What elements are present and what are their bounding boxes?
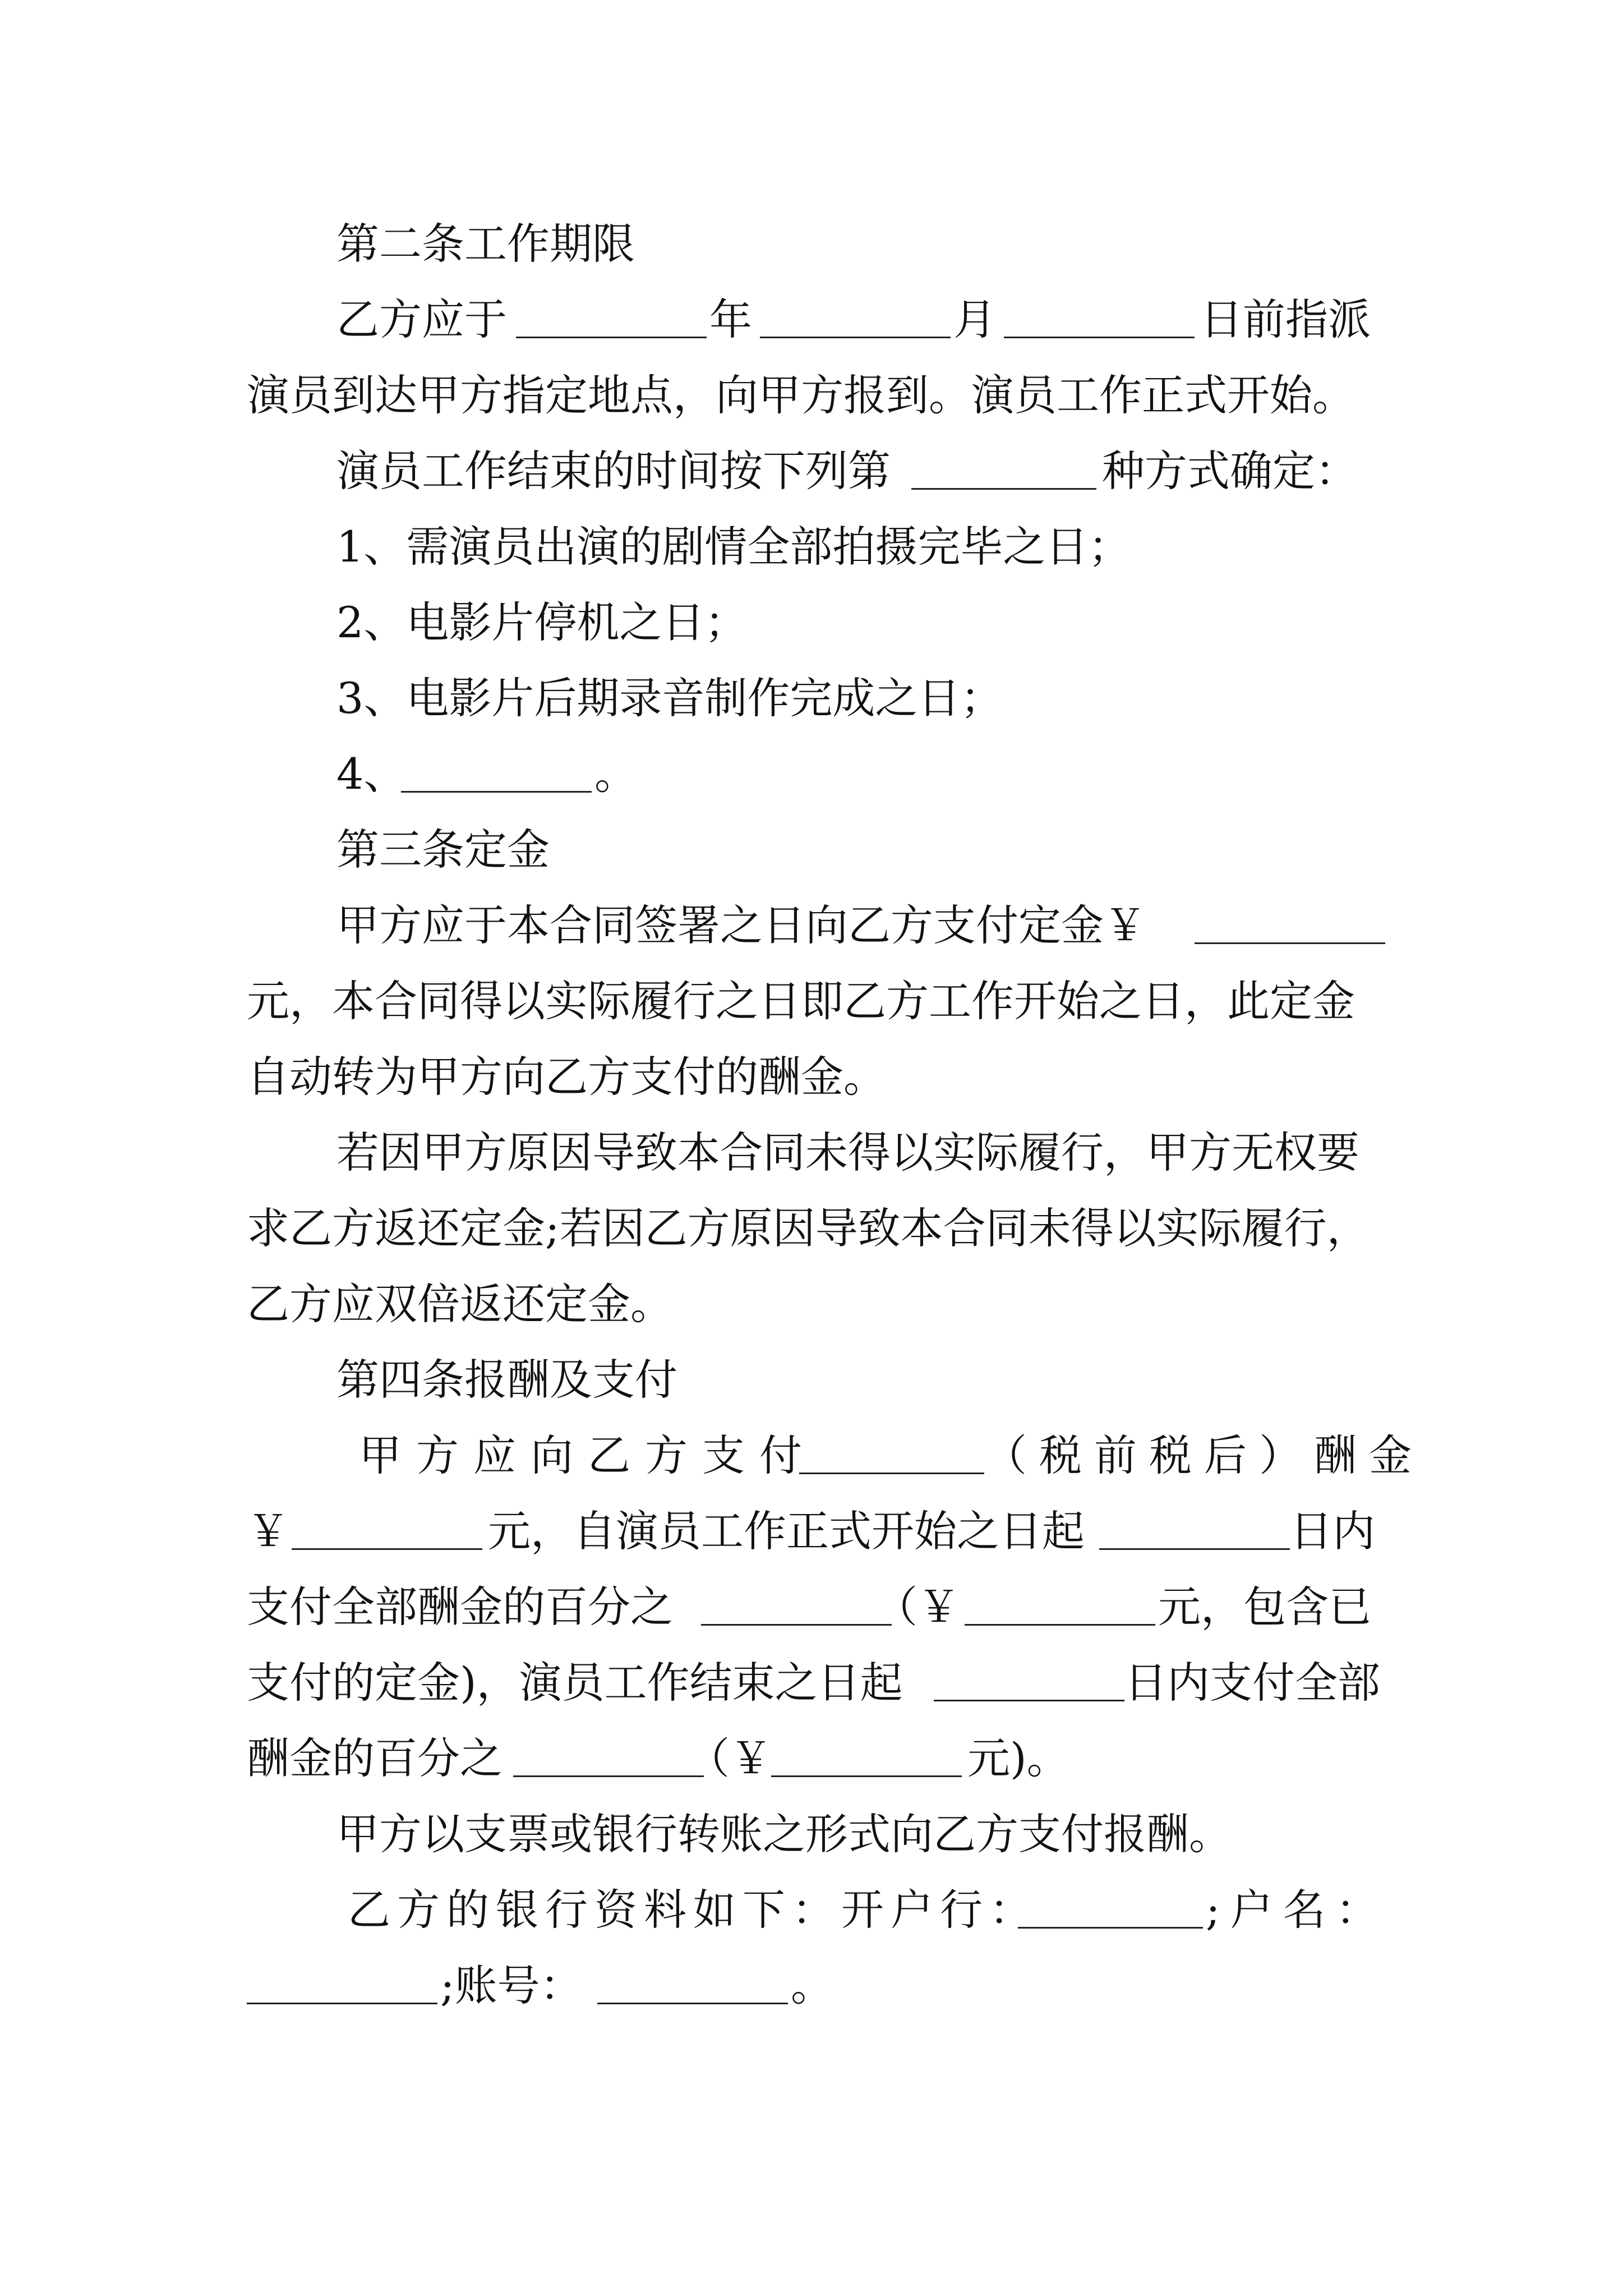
paragraph-line [0, 438, 1623, 505]
fill-in-blank-first-payment-days[interactable] [1099, 1548, 1290, 1550]
paragraph-line [0, 1801, 1623, 1868]
text-segment: 日前指派 [1200, 295, 1371, 344]
heading-text: 第三条定金 [336, 825, 550, 875]
text-segment: 月 [953, 295, 996, 344]
fill-in-blank-first-percentage[interactable] [701, 1624, 892, 1626]
text-segment: 。 [791, 1961, 833, 2010]
list-item [0, 513, 1623, 581]
text-segment: 乙方应双倍返还定金。 [247, 1279, 673, 1329]
paragraph-line [0, 1573, 1623, 1641]
text-segment: 乙方应于 [336, 295, 507, 344]
text-segment: 演员工作结束的时间按下列第 [336, 446, 891, 496]
list-item-text: 2、电影片停机之日； [336, 597, 748, 647]
text-segment: 演员到达甲方指定地点，向甲方报到。演员工作正式开始。 [247, 370, 1355, 420]
paragraph-line [0, 1271, 1623, 1338]
text-segment: （￥ [687, 1733, 772, 1783]
fill-in-blank-day[interactable] [1004, 337, 1195, 338]
fill-in-blank-method-number[interactable] [911, 488, 1096, 490]
paragraph-line [0, 1119, 1623, 1186]
text-segment: （税前税后）酬金 [984, 1430, 1424, 1480]
paragraph-line [0, 286, 1623, 353]
paragraph-line [0, 1498, 1623, 1565]
fill-in-blank-final-percentage[interactable] [513, 1775, 704, 1777]
text-segment: 日内支付全部 [1124, 1658, 1380, 1708]
list-item-text: 1、需演员出演的剧情全部拍摄完毕之日； [336, 522, 1131, 572]
text-segment: ￥ [247, 1506, 289, 1556]
text-segment: ;账号： [440, 1961, 583, 2010]
text-segment: 甲方应于本合同签署之日向乙方支付定金￥ [336, 900, 1146, 950]
list-item [0, 665, 1623, 732]
text-segment: 支付的定金)，演员工作结束之日起 [247, 1658, 903, 1708]
paragraph-line [0, 1876, 1623, 1944]
text-segment: 酬金的百分之 [247, 1733, 502, 1783]
fill-in-blank-first-amount[interactable] [965, 1624, 1155, 1626]
paragraph-line [0, 1725, 1623, 1792]
text-segment: 日内 [1290, 1506, 1375, 1556]
paragraph-line [0, 1043, 1623, 1111]
fill-in-blank-bank-name[interactable] [1018, 1927, 1203, 1929]
paragraph-line [0, 968, 1623, 1035]
section-heading-deposit [0, 816, 1623, 884]
text-segment: 元，本合同得以实际履行之日即乙方工作开始之日，此定金 [247, 976, 1355, 1026]
fill-in-blank-final-payment-days[interactable] [934, 1700, 1124, 1701]
fill-in-blank-account-name[interactable] [247, 2003, 437, 2004]
text-segment: 元，包含已 [1158, 1582, 1371, 1632]
text-segment: 乙方的银行资料如下：开户行： [348, 1885, 1039, 1935]
text-segment: （￥ [875, 1582, 960, 1632]
fill-in-blank-year[interactable] [516, 337, 707, 338]
list-item [0, 589, 1623, 656]
paragraph-line [0, 1422, 1623, 1489]
fill-in-blank-month[interactable] [760, 337, 951, 338]
text-segment: 求乙方返还定金;若因乙方原因导致本合同未得以实际履行， [247, 1203, 1370, 1253]
paragraph-line [0, 362, 1623, 429]
text-segment: ;户名： [1206, 1885, 1389, 1935]
text-segment: 自动转为甲方向乙方支付的酬金。 [247, 1052, 886, 1102]
paragraph-line [0, 1952, 1623, 2019]
text-segment: 年 [709, 295, 752, 344]
fill-in-blank-tax-option[interactable] [799, 1473, 984, 1474]
text-segment: 若因甲方原因导致本合同未得以实际履行，甲方无权要 [336, 1128, 1359, 1177]
text-segment: 元，自演员工作正式开始之日起 [488, 1506, 1085, 1556]
list-item-text: 3、电影片后期录音制作完成之日； [336, 673, 1003, 723]
text-segment: 支付全部酬金的百分之 [247, 1582, 673, 1632]
text-segment: 元)。 [967, 1733, 1069, 1783]
paragraph-line [0, 892, 1623, 959]
fill-in-blank-deposit-amount[interactable] [1195, 942, 1385, 944]
fill-in-blank-other-method[interactable] [401, 791, 592, 793]
paragraph-line [0, 1649, 1623, 1717]
text-segment: 种方式确定： [1102, 446, 1358, 496]
heading-text: 第二条工作期限 [336, 219, 635, 269]
text-segment: 甲方以支票或银行转账之形式向乙方支付报酬。 [336, 1809, 1232, 1859]
section-heading-payment [0, 1346, 1623, 1414]
fill-in-blank-account-number[interactable] [597, 2003, 788, 2004]
heading-text: 第四条报酬及支付 [336, 1355, 677, 1405]
section-heading-work-period [0, 210, 1623, 278]
text-segment: 。 [594, 749, 637, 799]
fill-in-blank-final-amount[interactable] [771, 1775, 962, 1777]
list-item-text: 4、 [336, 749, 407, 799]
paragraph-line [0, 1195, 1623, 1262]
fill-in-blank-total-fee[interactable] [292, 1548, 482, 1550]
list-item [0, 740, 1623, 808]
text-segment: 甲方应向乙方支付 [359, 1430, 817, 1480]
